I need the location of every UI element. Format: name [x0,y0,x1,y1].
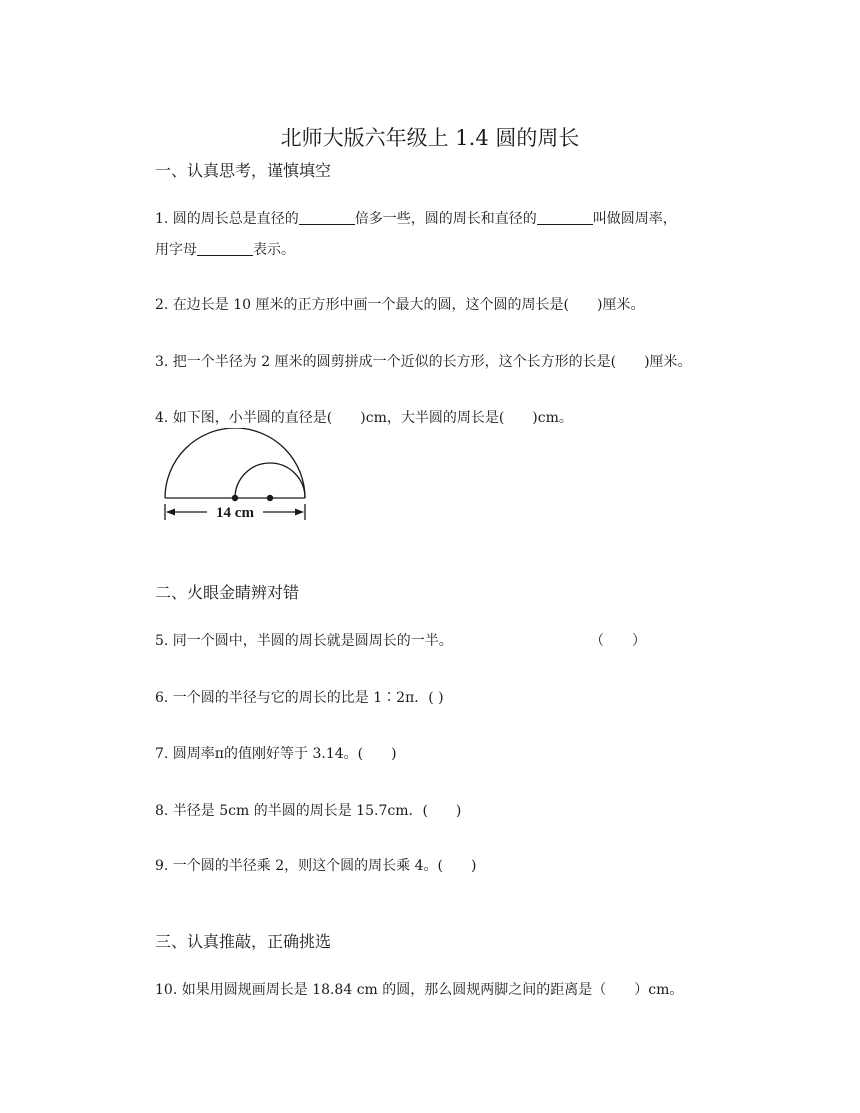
q1-text-b: 倍多一些，圆的周长和直径的 [354,211,537,227]
question-10: 10. 如果用圆规画周长是 18.84 cm 的圆，那么圆规两脚之间的距离是（ ）cm。 [155,982,684,998]
question-8: 8. 半径是 5cm 的半圆的周长是 15.7cm．( ) [155,803,462,819]
small-semicircle-arc [235,463,305,498]
q1-text-c: 叫做圆周率， [592,211,677,227]
question-7: 7. 圆周率π的值刚好等于 3.14。( ) [155,746,397,762]
dimension-arrow-left [166,509,175,516]
question-9: 9. 一个圆的半径乘 2，则这个圆的周长乘 4。( ) [155,858,477,874]
semicircle-figure [155,428,320,524]
q1-blank-1[interactable] [299,210,355,225]
question-2: 2. 在边长是 10 厘米的正方形中画一个最大的圆，这个圆的周长是( )厘米。 [155,297,645,313]
q1-blank-3[interactable] [197,241,253,256]
question-5-answer-parens[interactable]: （ ） [590,633,646,649]
page-title: 北师大版六年级上 1.4 圆的周长 [280,126,580,150]
section-heading-1: 一、认真思考，谨慎填空 [155,161,332,180]
q1-text-e: 表示。 [253,242,295,258]
q1-text-d: 用字母 [155,242,197,258]
question-5: 5. 同一个圆中，半圆的周长就是圆周长的一半。 [155,633,453,649]
question-6: 6. 一个圆的半径与它的周长的比是 1∶2π．( ) [155,690,444,706]
q1-text-a: 1. 圆的周长总是直径的 [155,211,299,227]
section-heading-2: 二、火眼金睛辨对错 [155,583,300,602]
question-1-line-2 [155,239,295,259]
question-3: 3. 把一个半径为 2 厘米的圆剪拼成一个近似的长方形，这个长方形的长是( )厘米。 [155,354,692,370]
large-circle-center-dot [232,495,238,501]
dimension-arrow-right [295,509,304,516]
dimension-label: 14 cm [216,505,254,521]
question-4: 4. 如下图，小半圆的直径是( )cm，大半圆的周长是( )cm。 [155,410,573,426]
large-semicircle-arc [165,428,305,498]
section-heading-3: 三、认真推敲，正确挑选 [155,932,332,951]
small-circle-center-dot [267,495,273,501]
q1-blank-2[interactable] [537,210,593,225]
question-1-line-1 [155,208,677,228]
